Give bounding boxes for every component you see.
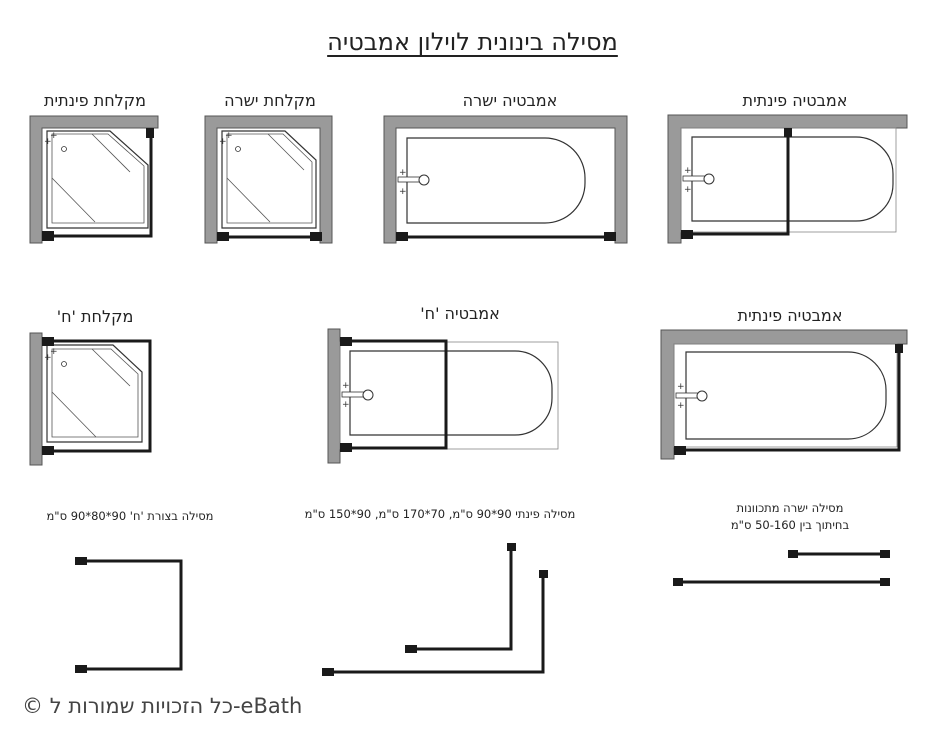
rail-end	[673, 578, 683, 586]
svg-text:+: +	[219, 137, 227, 147]
rail-bracket	[340, 443, 352, 452]
bath-straight-drawing	[384, 116, 627, 243]
label-shower-corner: מקלחת פינתית	[44, 91, 146, 110]
rail-corner-text: מסילה פינתי 90*90 ס"מ, 70*170 ס"מ, 90*150 ס"מ	[304, 507, 576, 521]
rail-end	[788, 550, 798, 558]
rail-end	[322, 668, 334, 676]
svg-text:+: +	[684, 185, 692, 195]
rail-bracket	[674, 446, 686, 455]
label-shower-straight: מקלחת ישרה	[224, 91, 316, 110]
rail-bracket	[146, 128, 154, 138]
faucet	[342, 392, 364, 397]
bathtub	[692, 137, 893, 221]
rail-end	[75, 665, 87, 673]
faucet	[683, 176, 705, 181]
svg-text:+: +	[44, 137, 52, 147]
bath-corner-drawing	[668, 115, 907, 243]
rail-bracket	[217, 232, 229, 241]
shower-u-drawing	[30, 333, 150, 465]
rail-bracket	[784, 128, 792, 137]
rail-bracket	[42, 231, 54, 241]
bathtub	[350, 351, 552, 435]
svg-text:+: +	[342, 400, 350, 410]
rail-end	[539, 570, 548, 578]
rail-bracket	[42, 446, 54, 455]
shower-corner-drawing	[30, 116, 158, 243]
svg-text:+: +	[50, 131, 58, 141]
rail-bracket	[895, 344, 903, 353]
tray-inner	[52, 349, 138, 437]
bathtub	[686, 352, 886, 439]
rail-bracket	[310, 232, 322, 241]
svg-text:+: +	[677, 382, 685, 392]
drain-icon	[704, 174, 714, 184]
shower-straight-drawing	[205, 116, 332, 243]
svg-text:+: +	[399, 187, 407, 197]
bath-corner-2-drawing	[661, 330, 907, 459]
rail-bracket	[42, 337, 54, 346]
bath-u-drawing	[328, 329, 558, 463]
drain-icon	[697, 391, 707, 401]
svg-text:+: +	[684, 166, 692, 176]
copyright-text: © כל הזכויות שמורות ל-eBath	[22, 694, 303, 718]
label-bath-corner-2: אמבטיה פינתית	[737, 306, 843, 325]
rail-bracket	[604, 232, 616, 241]
label-bath-corner: אמבטיה פינתית	[742, 91, 848, 110]
svg-text:+: +	[399, 168, 407, 178]
svg-text:+: +	[44, 353, 52, 363]
drain-icon	[363, 390, 373, 400]
label-bath-u: אמבטיה 'ח'	[420, 304, 500, 323]
rail-end	[75, 557, 87, 565]
rail-straight-text-1: מסילה ישרה מתכוונות	[736, 501, 844, 515]
wall	[30, 333, 42, 465]
label-bath-straight: אמבטיה ישרה	[462, 91, 558, 110]
svg-text:+: +	[50, 347, 58, 357]
rail-end	[405, 645, 417, 653]
wall	[328, 329, 340, 463]
rail-end	[880, 578, 890, 586]
rail-straight	[673, 550, 890, 586]
rail-bracket	[396, 232, 408, 241]
faucet	[676, 393, 698, 398]
rail-end	[507, 543, 516, 551]
bathtub	[407, 138, 585, 223]
rail-end	[880, 550, 890, 558]
rail-bracket	[681, 230, 693, 239]
rail-straight-text-2: בחיתוך בין 50-160 ס"מ	[730, 518, 850, 532]
svg-text:+: +	[677, 401, 685, 411]
rail-corner	[322, 543, 548, 676]
label-shower-u: מקלחת 'ח'	[56, 307, 134, 326]
drain-icon	[419, 175, 429, 185]
title-text: מסילה בינונית לוילון אמבטיה	[327, 28, 618, 56]
rail-u-shape-text: מסילה בצורת 'ח' 90*80*90 ס"מ	[46, 509, 214, 523]
svg-text:+: +	[342, 381, 350, 391]
rail-u-shape	[75, 557, 181, 673]
rail-bracket	[340, 337, 352, 346]
svg-text:+: +	[225, 131, 233, 141]
